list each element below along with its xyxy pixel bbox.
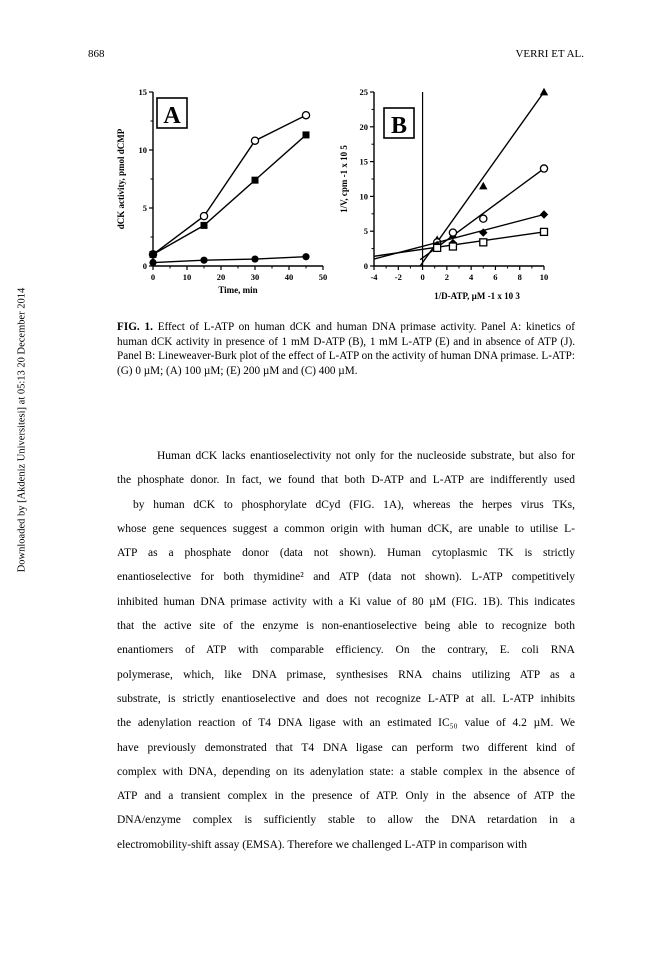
running-title: VERRI ET AL.	[515, 48, 584, 60]
page-number: 868	[88, 48, 105, 60]
x-tick-label: 20	[216, 272, 226, 282]
x-tick-label: 2	[444, 272, 449, 282]
series-line	[153, 115, 306, 254]
x-axis-label: 1/D-ATP, µM -1 x 10 3	[434, 291, 520, 301]
x-tick-label: 40	[284, 272, 294, 282]
x-tick-label: -2	[394, 272, 402, 282]
point-filled-circle	[149, 259, 156, 266]
y-tick-label: 5	[142, 203, 147, 213]
point-filled-circle	[251, 255, 258, 262]
body-line: by human dCK to phosphorylate dCyd (FIG. 1A), whereas the herpes virus TKs,	[133, 498, 575, 511]
body-text	[117, 444, 575, 857]
y-tick-label: 0	[142, 261, 147, 271]
point-open-square	[480, 239, 487, 246]
body-line: have previously demonstrated that T4 DNA ligase can perform two different kind of	[117, 741, 575, 754]
panel-b-chart	[339, 87, 548, 301]
point-filled-triangle	[479, 182, 487, 190]
point-open-circle	[251, 137, 258, 144]
panel-a-chart	[116, 87, 327, 295]
point-filled-diamond	[540, 210, 548, 218]
y-tick-label: 10	[138, 145, 147, 155]
x-tick-label: 8	[517, 272, 522, 282]
y-tick-label: 20	[359, 121, 368, 132]
x-tick-label: 10	[539, 272, 549, 282]
caption-label: FIG. 1.	[117, 321, 153, 333]
point-open-square	[541, 228, 548, 235]
body-line: ATP as a phosphate donor (data not shown). Human cytoplasmic TK is strictly	[117, 547, 575, 560]
body-line: electromobility-shift assay (EMSA). Therefore we challenged L-ATP in comparison with	[117, 838, 528, 851]
y-axis-label: dCK activity, pmol dCMP	[116, 128, 126, 230]
point-filled-circle	[200, 257, 207, 264]
x-tick-label: -4	[370, 272, 378, 282]
body-line: complex with DNA, depending on its adenylation state: a stable complex in the absence of	[117, 765, 575, 778]
y-tick-label: 25	[359, 87, 368, 97]
point-open-circle	[449, 229, 456, 236]
y-tick-label: 5	[363, 226, 368, 237]
point-open-circle	[540, 165, 547, 172]
point-filled-square	[252, 177, 259, 184]
point-filled-square	[201, 222, 208, 229]
x-tick-label: 10	[182, 272, 192, 282]
y-tick-label: 10	[359, 191, 368, 202]
body-line: inhibited human DNA primase activity with a Ki value of 80 µM (FIG. 1B). This indicates	[117, 595, 575, 608]
x-tick-label: 0	[150, 272, 156, 282]
point-open-square	[449, 243, 456, 250]
point-filled-square	[303, 131, 310, 138]
point-filled-triangle	[540, 88, 548, 96]
body-line: DNA/enzyme complex is sufficiently stable to allow the DNA retardation in a	[117, 814, 575, 827]
body-line: ATP and a transient complex in the presence of ATP. Only in the absence of ATP the	[117, 790, 575, 803]
caption-text: Effect of L-ATP on human dCK and human DNA primase activity. Panel A: kinetics of human dCK activity in presence of 1 mM D-ATP (B), 1 mM L-ATP (E) and in absence of ATP (J). Panel B: Lineweaver-Burk plot of the effect of L-ATP on the activity of human DNA primase. L-ATP: (G) 0 µM; (A) 100 µM; (E) 200 µM and (C) 400 µM.	[117, 321, 575, 377]
x-tick-label: 0	[420, 272, 425, 282]
body-line: that the active site of the enzyme is non-enantioselective being able to recognize both	[117, 620, 575, 633]
x-tick-label: 30	[250, 272, 260, 282]
y-tick-label: 15	[138, 87, 147, 97]
figure-caption	[117, 320, 575, 378]
body-line: the phosphate donor. In fact, we found that both D-ATP and L-ATP are indifferently used	[117, 474, 575, 487]
body-line: the adenylation reaction of T4 DNA ligase with an estimated IC₅₀ value of 4.2 µM. We	[117, 717, 575, 730]
y-tick-label: 0	[363, 261, 368, 271]
panel-label: A	[163, 103, 181, 129]
y-axis-label: 1/V, cpm -1 x 10 5	[339, 145, 349, 213]
point-filled-square	[150, 251, 157, 258]
point-filled-circle	[302, 253, 309, 260]
y-tick-label: 15	[359, 156, 368, 167]
x-axis-label: Time, min	[218, 285, 258, 295]
body-line: polymerase, which, like DNA primase, synthesises RNA chains utilizing ATP as a	[117, 668, 575, 681]
fit-line	[374, 232, 544, 256]
body-line: enantiomers of ATP with comparable efficiency. On the contrary, E. coli RNA	[117, 644, 575, 657]
series-line	[153, 257, 306, 263]
point-open-circle	[302, 112, 309, 119]
body-line: substrate, is strictly enantioselective and does not recognize L-ATP at all. L-ATP inhibits	[117, 692, 575, 705]
body-line: whose gene sequences suggest a common origin with human dCK, are unable to utilise L-	[117, 522, 575, 535]
point-open-circle	[200, 213, 207, 220]
body-line: Human dCK lacks enantioselectivity not only for the nucleoside substrate, but also for	[157, 450, 575, 462]
x-tick-label: 4	[469, 272, 474, 282]
x-tick-label: 50	[318, 272, 328, 282]
point-open-circle	[480, 215, 487, 222]
panel-label: B	[390, 113, 408, 139]
x-tick-label: 6	[493, 272, 498, 282]
figure-1	[0, 0, 672, 320]
download-note: Downloaded by [Akdeniz Universitesi] at 05:13 20 December 2014	[16, 287, 28, 573]
point-open-square	[434, 244, 441, 251]
body-line: enantioselective for both thymidine² and ATP (data not shown). L-ATP competitively	[117, 571, 575, 584]
